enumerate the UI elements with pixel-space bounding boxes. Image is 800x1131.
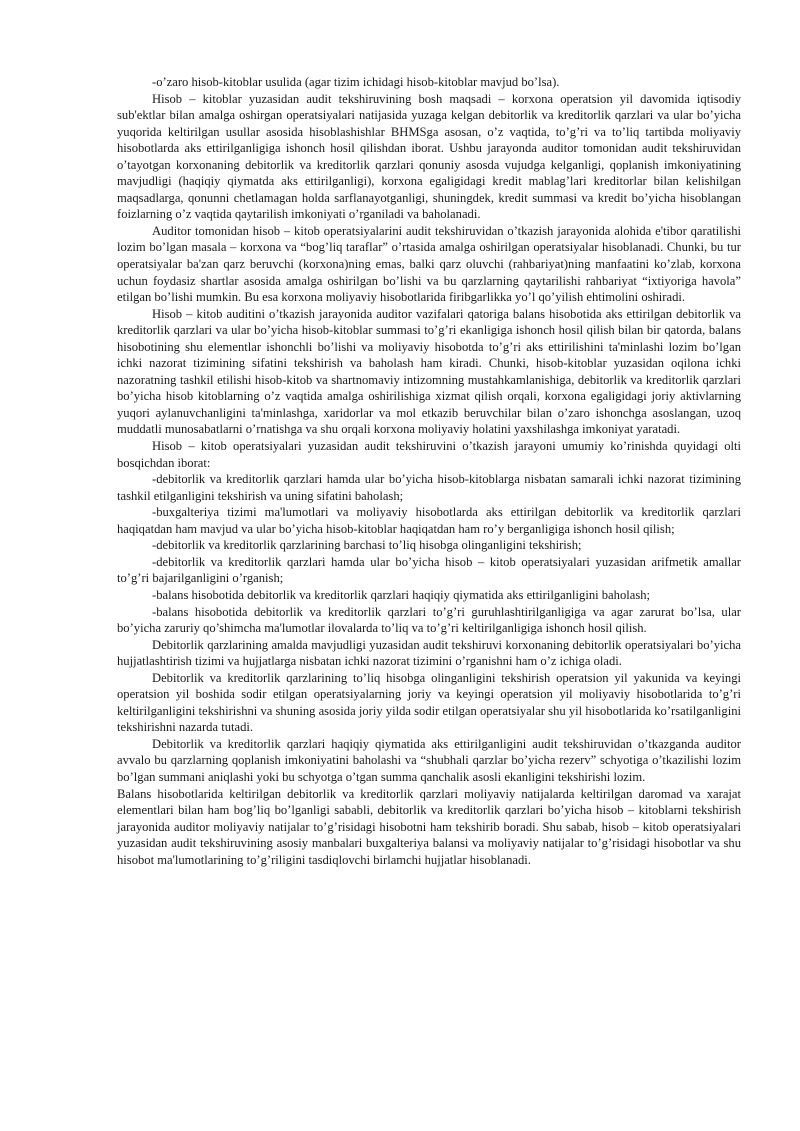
list-item: -debitorlik va kreditorlik qarzlarining barchasi to’liq hisobga olinganligini tekshirish; xyxy=(152,538,582,553)
paragraph: Hisob – kitoblar yuzasidan audit tekshiruvining bosh maqsadi – korxona operatsion yil davomida iqtisodiy sub'ektlar bilan amalga oshirgan operatsiyalari natijasida yuzaga kelgan debitorlik va kreditorlik qarzlari va ular bo’yicha yuqorida keltirilgan usullar asosida hisoblashishlar BHMSga asosan, o’z vaqtida, to’g’ri va to’liq tartibda moliyaviy hisobotlarda aks ettirilganligiga ishonch hosil qilishdan iborat. Ushbu jarayonda auditor tomonidan audit tekshiruvidan o’tayotgan korxonaning debitorlik va kreditorlik qarzlari qonuniy asosda vujudga kelganligi, qoplanish imkoniyatining mavjudligi (haqiqiy qiymatda aks ettirilganligi), korxona egaligidagi kredit mablag’lari kreditorlar bilan kelishilgan maqsadlarga, qonunni chetlamagan holda sarflanayotganligi, shuningdek, kredit summasi va kredit bo’yicha hisoblangan foizlarning o’z vaqtida qaytarilish imkoniyati o’rganiladi va baholanadi. xyxy=(117,91,741,222)
paragraph: Auditor tomonidan hisob – kitob operatsiyalarini audit tekshiruvidan o’tkazish jarayonida alohida e'tibor qaratilishi lozim bo’lgan masala – korxona va “bog’liq taraflar” o’rtasida amalga oshirilgan operatsiyalar hisoblanadi. Chunki, bu tur operatsiyalar ba'zan qarz beruvchi (korxona)ning emas, balki qarz oluvchi (rahbariyat)ning manfaatini ko’zlab, korxona uchun foydasiz shartlar asosida amalga oshirilgan bo’lishi va bu qarzlarning qaytarilishi rahbariyat “ixtiyoriga havola” etilgan bo’lishi mumkin. Bu esa korxona moliyaviy hisobotlarida firibgarlikka yo’l qo’yilish ehtimolini oshiradi. xyxy=(117,223,741,305)
paragraph: Hisob – kitob auditini o’tkazish jarayonida auditor vazifalari qatoriga balans hisobotida aks ettirilgan debitorlik va kreditorlik qarzlari va ular bo’yicha hisob-kitoblar summasi to’g’ri ekanligiga ishonch hosil qilish bilan bir qatorda, balans hisobotining shu elementlar ishonchli bo’lishi va moliyaviy hisobotda to’g’ri aks ettirilishini ta'minlashi lozim bo’lgan ichki nazorat tizimining sifatini tekshirish va baholash ham kiradi. Chunki, hisob-kitoblar yuzasidan oqilona ichki nazoratning tashkil etilishi hisob-kitob va shartnomaviy intizomning mustahkamlanishiga, debitorlik va kreditorlik qarzlari bo’yicha hisob kitoblarning o’z vaqtida amalga oshirilishiga xizmat qilish orqali, korxona egaligidagi joriy aktivlarning yuqori aylanuvchanligini ta'minlashga, xaridorlar va mol etkazib beruvchilar bilan o’zaro ishonchga asoslangan, uzoq muddatli munosabatlarni o’rnatishga va shu orqali korxona moliyaviy holatini yaxshilashga imkoniyat yaratadi. xyxy=(117,306,741,437)
paragraph: Hisob – kitob operatsiyalari yuzasidan audit tekshiruvini o’tkazish jarayoni umumiy ko’rinishda quyidagi olti bosqichdan iborat: xyxy=(117,439,741,470)
document-page xyxy=(117,74,741,868)
list-item: -buxgalteriya tizimi ma'lumotlari va moliyaviy hisobotlarda aks ettirilgan debitorlik va kreditorlik qarzlari haqiqatdan ham mavjud va ular bo’yicha hisob-kitoblar haqiqatdan ham ro’y berganligiga ishonch hosil qilish; xyxy=(117,505,741,536)
list-item: -debitorlik va kreditorlik qarzlari hamda ular bo’yicha hisob – kitob operatsiyalari yuzasidan arifmetik amallar to’g’ri bajarilganligini o’rganish; xyxy=(117,554,741,586)
list-item: -balans hisobotida debitorlik va kreditorlik qarzlari to’g’ri guruhlashtirilganligiga va agar zarurat bo’lsa, ular bo’yicha zaruriy qo’shimcha ma'lumotlar ilovalarda to’liq va to’g’ri keltirilganligiga ishonch hosil qilish. xyxy=(117,604,741,636)
list-item: -debitorlik va kreditorlik qarzlari hamda ular bo’yicha hisob-kitoblarga nisbatan samarali ichki nazorat tizimining tashkil etilganligini tekshirish va uning sifatini baholash; xyxy=(117,472,741,503)
paragraph: Balans hisobotlarida keltirilgan debitorlik va kreditorlik qarzlari moliyaviy natijalarda keltirilgan daromad va xarajat elementlari bilan ham bog’liq bo’lganligi sababli, debitorlik va kreditorlik qarzlari bo’yicha hisob – kitoblarni tekshirish jarayonida auditor moliyaviy natijalar to’g’risidagi hisobotni ham tekshirib boradi. Shu sabab, hisob – kitob operatsiyalari yuzasidan audit tekshiruvining asosiy manbalari buxgalteriya balansi va moliyaviy natijalar to’g’risidagi hisobotlar va shu hisobot ma'lumotlarining to’g’riligini tasdiqlovchi birlamchi hujjatlar hisoblanadi. xyxy=(117,786,741,867)
paragraph: Debitorlik qarzlarining amalda mavjudligi yuzasidan audit tekshiruvi korxonaning debitorlik operatsiyalari bo’yicha hujjatlashtirish tizimi va hujjatlarga nisbatan ichki nazorat tizimini o’rganishni ham o’z ichiga oladi. xyxy=(117,637,741,669)
paragraph: Debitorlik va kreditorlik qarzlari haqiqiy qiymatida aks ettirilganligini audit tekshiruvidan o’tkazganda auditor avvalo bu qarzlarning qoplanish imkoniyatini baholashi va “shubhali qarzlar bo’yicha rezerv” schyotiga o’tkazilishi lozim bo’lgan summani aniqlashi yoki bu schyotga o’tgan summa qanchalik asosli ekanligini tekshirishi lozim. xyxy=(117,736,741,784)
list-item: -balans hisobotida debitorlik va kreditorlik qarzlari haqiqiy qiymatida aks ettirilganligini baholash; xyxy=(152,587,651,602)
paragraph: -o’zaro hisob-kitoblar usulida (agar tizim ichidagi hisob-kitoblar mavjud bo’lsa). xyxy=(152,75,560,89)
paragraph: Debitorlik va kreditorlik qarzlarining to’liq hisobga olinganligini tekshirish operatsion yil yakunida va keyingi operatsion yil boshida sodir etilgan operatsiyalarning joriy va keyingi operatsion yil moliyaviy hisobotlarida to’g’ri keltirilganligini tekshirishni va shuning asosida joriy yilda sodir etilgan operatsiyalar shu yil hisobotlarida ko’rsatilganligini tekshirishni nazarda tutadi. xyxy=(117,670,741,735)
